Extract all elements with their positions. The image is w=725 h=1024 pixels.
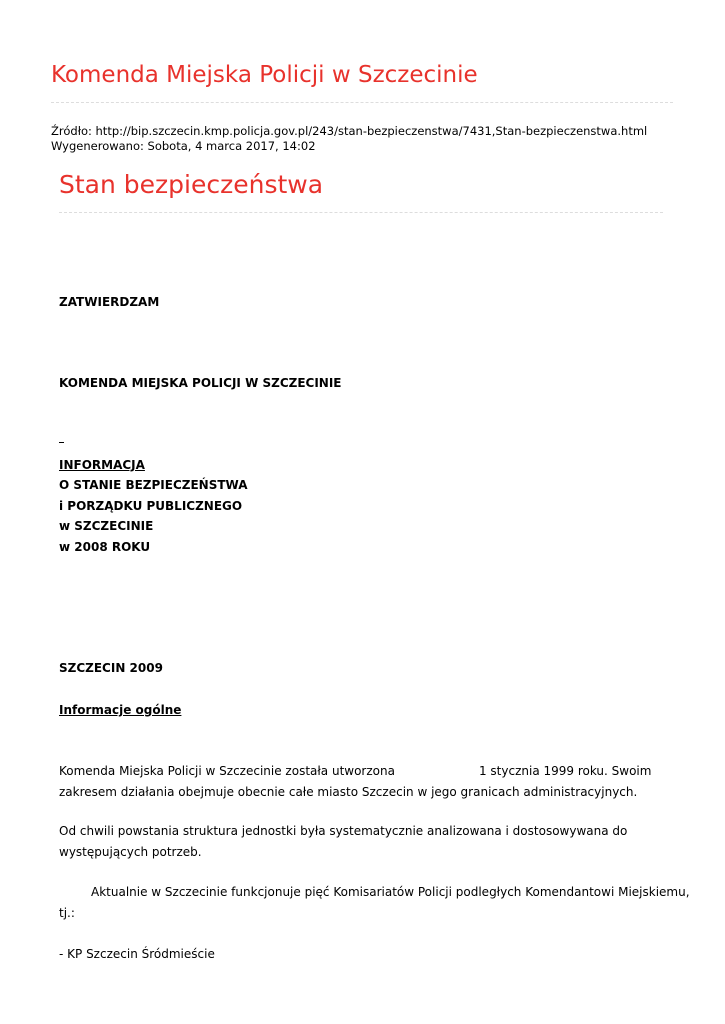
page-title: Stan bezpieczeństwa	[59, 170, 324, 199]
report-title-line2: O STANIE BEZPIECZEŃSTWA	[59, 478, 248, 492]
report-title-line3: i PORZĄDKU PUBLICZNEGO	[59, 499, 243, 513]
paragraph-3-line1: Aktualnie w Szczecinie funkcjonuje pięć Komisariatów Policji podległych Komendantowi Miejskiemu,	[91, 885, 690, 899]
site-title: Komenda Miejska Policji w Szczecinie	[51, 62, 478, 88]
report-title-line5: w 2008 ROKU	[59, 540, 151, 554]
approval-label: ZATWIERDZAM	[59, 295, 160, 309]
paragraph-2-line1: Od chwili powstania struktura jednostki była systematycznie analizowana i dostosowywana do	[59, 824, 628, 838]
paragraph-1-line2: zakresem działania obejmuje obecnie całe miasto Szczecin w jego granicach administracyjnych.	[59, 785, 638, 799]
paragraph-1-part1: Komenda Miejska Policji w Szczecinie została utworzona	[59, 764, 395, 778]
title-divider	[59, 212, 663, 213]
paragraph-2-line2: występujących potrzeb.	[59, 845, 202, 859]
paragraph-1-part2: 1 stycznia 1999 roku. Swoim	[478, 764, 652, 778]
section-heading: Informacje ogólne	[59, 703, 182, 717]
authority-label: KOMENDA MIEJSKA POLICJI W SZCZECINIE	[59, 376, 342, 390]
paragraph-3	[59, 882, 690, 924]
separator-mark	[59, 442, 64, 443]
report-title-line4: w SZCZECINIE	[59, 519, 154, 533]
source-line: Źródło: http://bip.szczecin.kmp.policja.gov.pl/243/stan-bezpieczenstwa/7431,Stan-bezpieczenstwa.html	[51, 124, 648, 138]
list-item-text: - KP Szczecin Śródmieście	[59, 947, 215, 961]
report-title-line1: INFORMACJA	[59, 458, 145, 472]
paragraph-1	[59, 761, 669, 803]
generated-line: Wygenerowano: Sobota, 4 marca 2017, 14:02	[51, 139, 316, 153]
paragraph-3-line2: tj.:	[59, 906, 75, 920]
list-item	[59, 944, 669, 965]
header-divider	[51, 102, 673, 103]
place-year: SZCZECIN 2009	[59, 661, 163, 675]
paragraph-2	[59, 821, 669, 863]
